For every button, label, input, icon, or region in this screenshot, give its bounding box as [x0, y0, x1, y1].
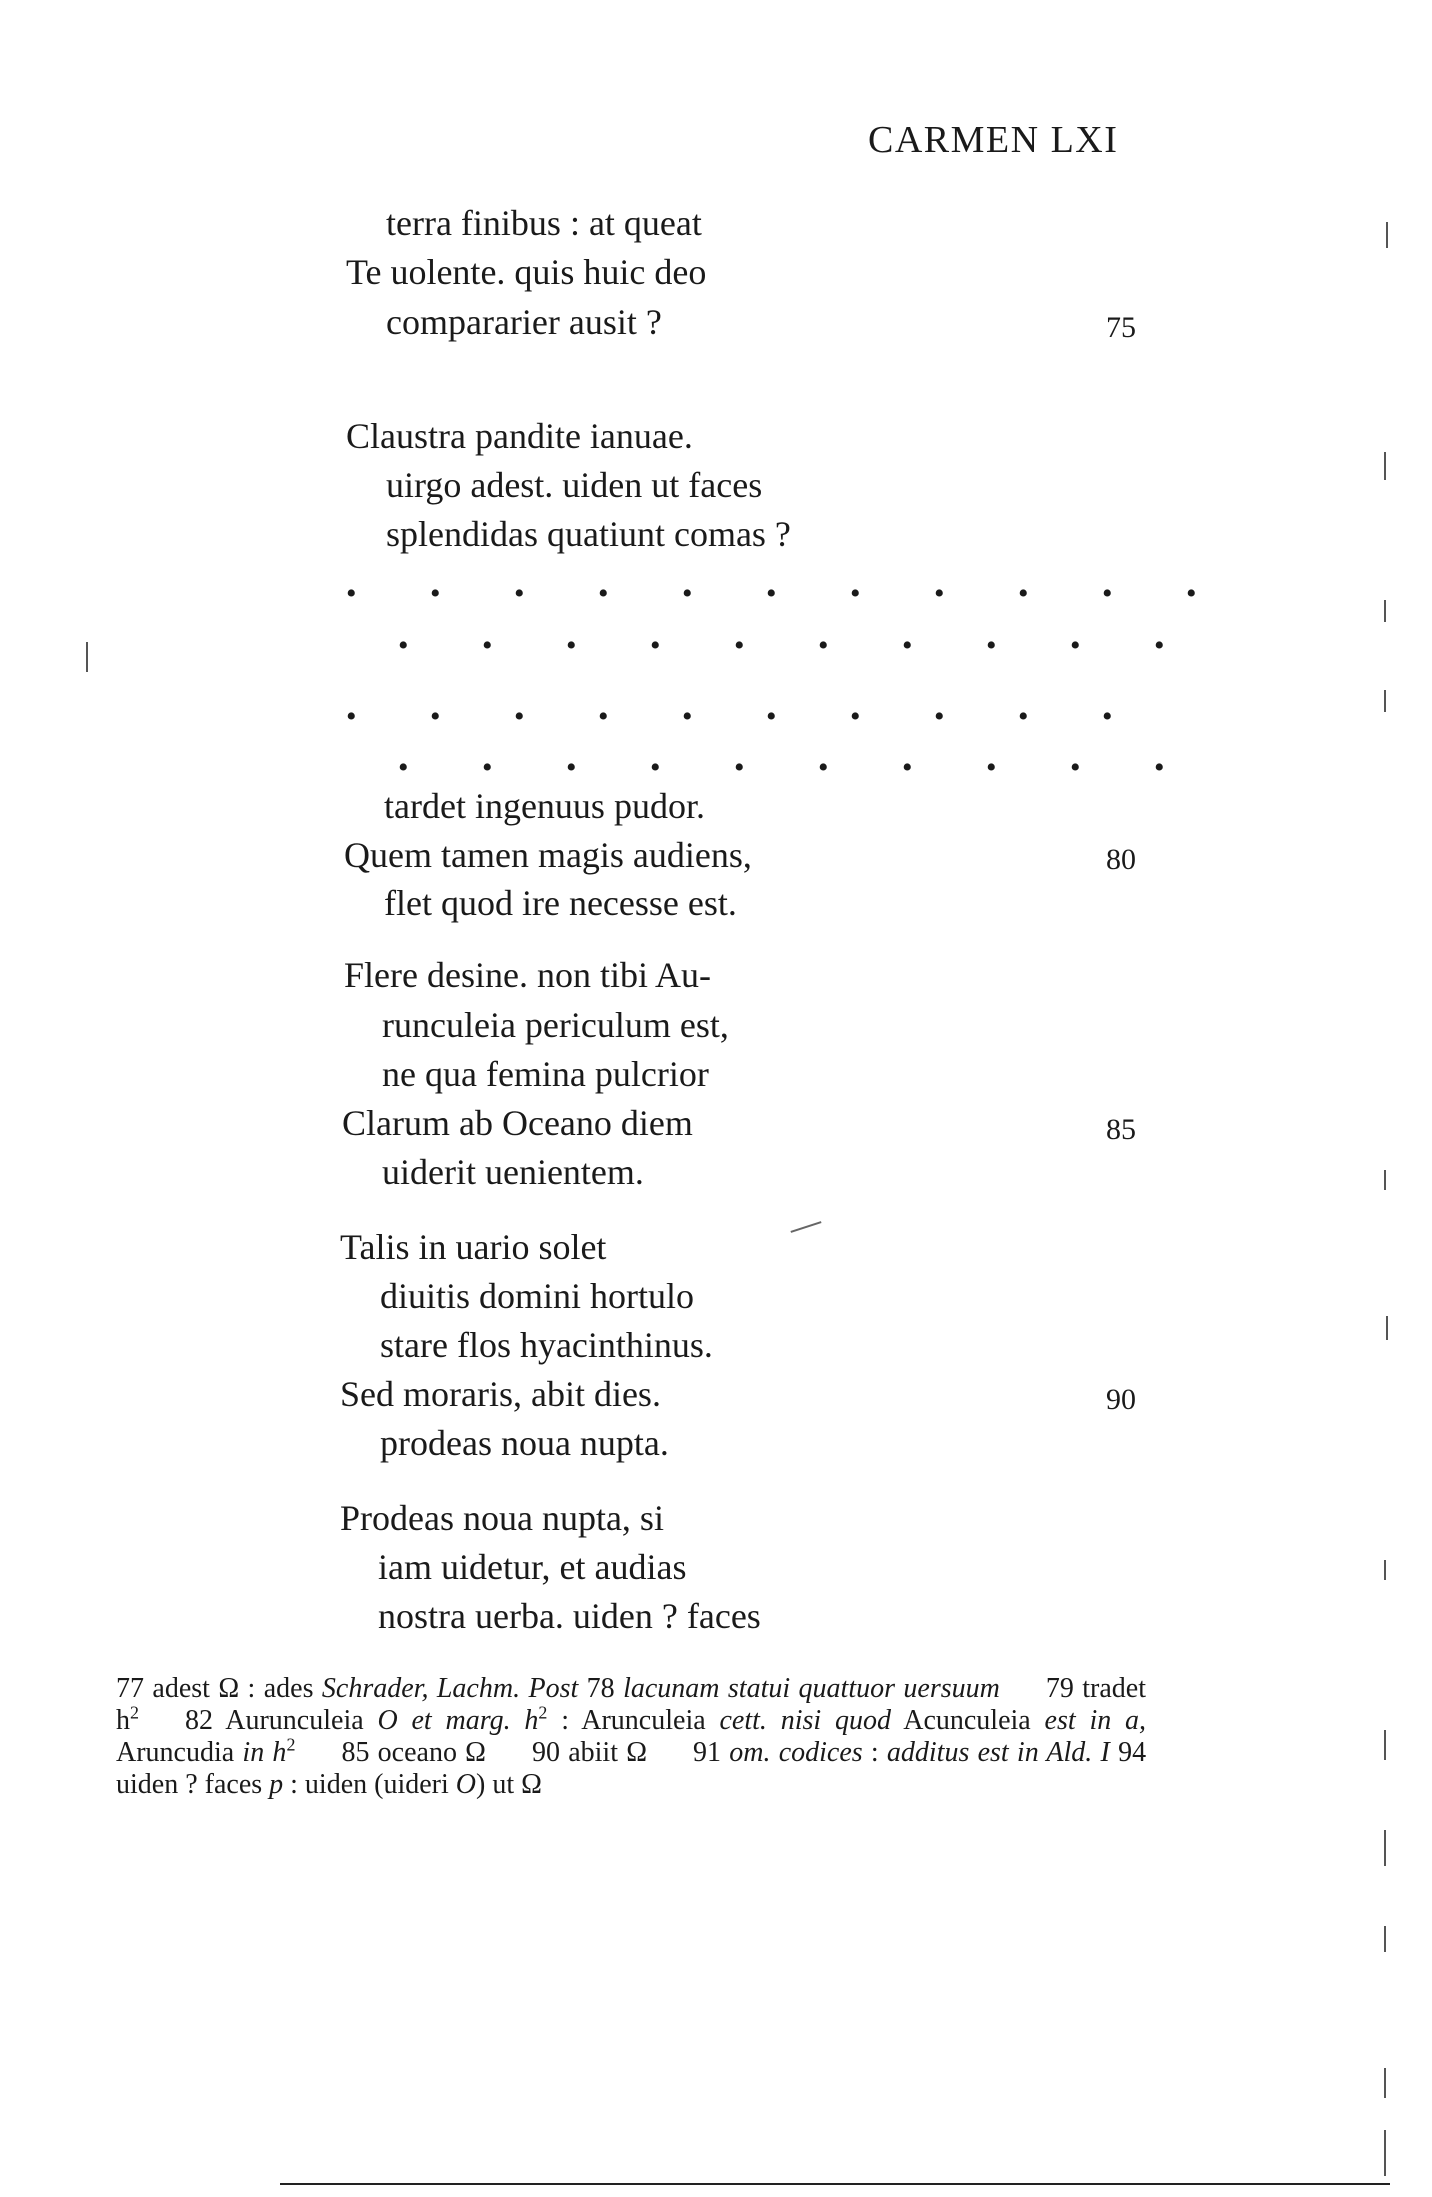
note-text: ) ut Ω — [476, 1769, 542, 1800]
verse-line: Talis in uario solet — [340, 1227, 607, 1267]
stray-mark — [790, 1221, 821, 1233]
line-number: 85 — [1106, 1113, 1136, 1146]
verse-line: nostra uerba. uiden ? faces — [378, 1596, 761, 1636]
note-italic: in h — [242, 1737, 287, 1768]
margin-mark — [1384, 2068, 1386, 2098]
note-italic: additus est in Ald. I — [886, 1737, 1110, 1768]
note-text: : Arunculeia — [561, 1705, 706, 1736]
lacuna-dots: • • • • • • • • • • — [346, 700, 1146, 733]
margin-mark — [86, 642, 88, 672]
note-number: 78 — [586, 1673, 615, 1704]
note-italic: lacunam statui quattuor uersuum — [623, 1673, 1000, 1704]
page-bottom-rule — [280, 2183, 1390, 2185]
verse-line: Flere desine. non tibi Au- — [344, 955, 711, 995]
note-sup: 2 — [538, 1702, 548, 1723]
line-number: 75 — [1106, 311, 1136, 344]
margin-mark — [1384, 1170, 1386, 1190]
margin-mark — [1384, 2130, 1386, 2176]
line-number: 90 — [1106, 1383, 1136, 1416]
note-text: adest Ω : ades — [152, 1673, 314, 1704]
note-text: 90 abiit Ω — [531, 1737, 648, 1768]
running-header: CARMEN LXI — [868, 119, 1119, 161]
lacuna-dots: • • • • • • • • • • — [398, 751, 1198, 784]
verse-line: diuitis domini hortulo — [380, 1276, 695, 1316]
margin-mark — [1386, 1316, 1388, 1340]
margin-mark — [1384, 690, 1386, 712]
verse-line: flet quod ire necesse est. — [384, 883, 737, 923]
verse-line: iam uidetur, et audias — [378, 1547, 687, 1587]
lacuna-dots: • • • • • • • • • • — [398, 629, 1198, 662]
note-text: Acunculeia — [903, 1705, 1031, 1736]
note-italic: p — [269, 1769, 284, 1800]
margin-mark — [1386, 222, 1388, 248]
verse-line: Quem tamen magis audiens, — [344, 835, 752, 875]
verse-line: runculeia periculum est, — [382, 1005, 729, 1045]
margin-mark — [1384, 1830, 1386, 1866]
critical-apparatus — [116, 1673, 1146, 1801]
note-italic: om. codices — [729, 1737, 863, 1768]
verse-line: Sed moraris, abit dies. — [340, 1374, 661, 1414]
note-text: 82 Aurunculeia — [185, 1705, 364, 1736]
margin-mark — [1384, 600, 1386, 622]
margin-mark — [1384, 1560, 1386, 1580]
verse-line: stare flos hyacinthinus. — [380, 1325, 713, 1365]
verse-line: Clarum ab Oceano diem — [342, 1103, 693, 1143]
verse-line: Prodeas noua nupta, si — [340, 1498, 664, 1538]
verse-line: compararier ausit ? — [386, 302, 662, 342]
margin-mark — [1384, 1926, 1386, 1952]
verse-line: prodeas noua nupta. — [380, 1423, 669, 1463]
note-italic: Schrader, Lachm. — [321, 1673, 521, 1704]
note-italic: O — [455, 1769, 476, 1800]
note-text: 79 tradet h — [116, 1673, 1147, 1736]
note-italic: Post — [528, 1673, 579, 1704]
apparatus-paragraph — [116, 1673, 1146, 1801]
note-text: : uiden (uideri — [290, 1769, 449, 1800]
verse-line: Te uolente. quis huic deo — [346, 252, 707, 292]
note-italic: cett. nisi quod — [719, 1705, 891, 1736]
note-number: 91 — [693, 1737, 722, 1768]
note-text: : — [870, 1737, 879, 1768]
verse-line: Claustra pandite ianuae. — [346, 416, 693, 456]
lacuna-dots: • • • • • • • • • • • — [346, 577, 1230, 610]
verse-line: terra finibus : at queat — [386, 203, 702, 243]
note-sup: 2 — [286, 1734, 296, 1755]
verse-line: ne qua femina pulcrior — [382, 1054, 709, 1094]
margin-mark — [1384, 452, 1386, 480]
note-text: 85 oceano Ω — [341, 1737, 486, 1768]
note-italic: O et marg. h — [377, 1705, 539, 1736]
note-number: 77 — [116, 1673, 144, 1704]
note-sup: 2 — [130, 1702, 139, 1723]
note-italic: est in a, — [1044, 1705, 1147, 1736]
line-number: 80 — [1106, 843, 1136, 876]
verse-line: splendidas quatiunt comas ? — [386, 514, 791, 554]
note-text: Aruncudia — [116, 1737, 235, 1768]
verse-line: tardet ingenuus pudor. — [384, 786, 705, 826]
note-text: 94 uiden ? faces — [116, 1737, 1147, 1800]
verse-line: uiderit uenientem. — [382, 1152, 644, 1192]
verse-line: uirgo adest. uiden ut faces — [386, 465, 763, 505]
margin-mark — [1384, 1730, 1386, 1760]
